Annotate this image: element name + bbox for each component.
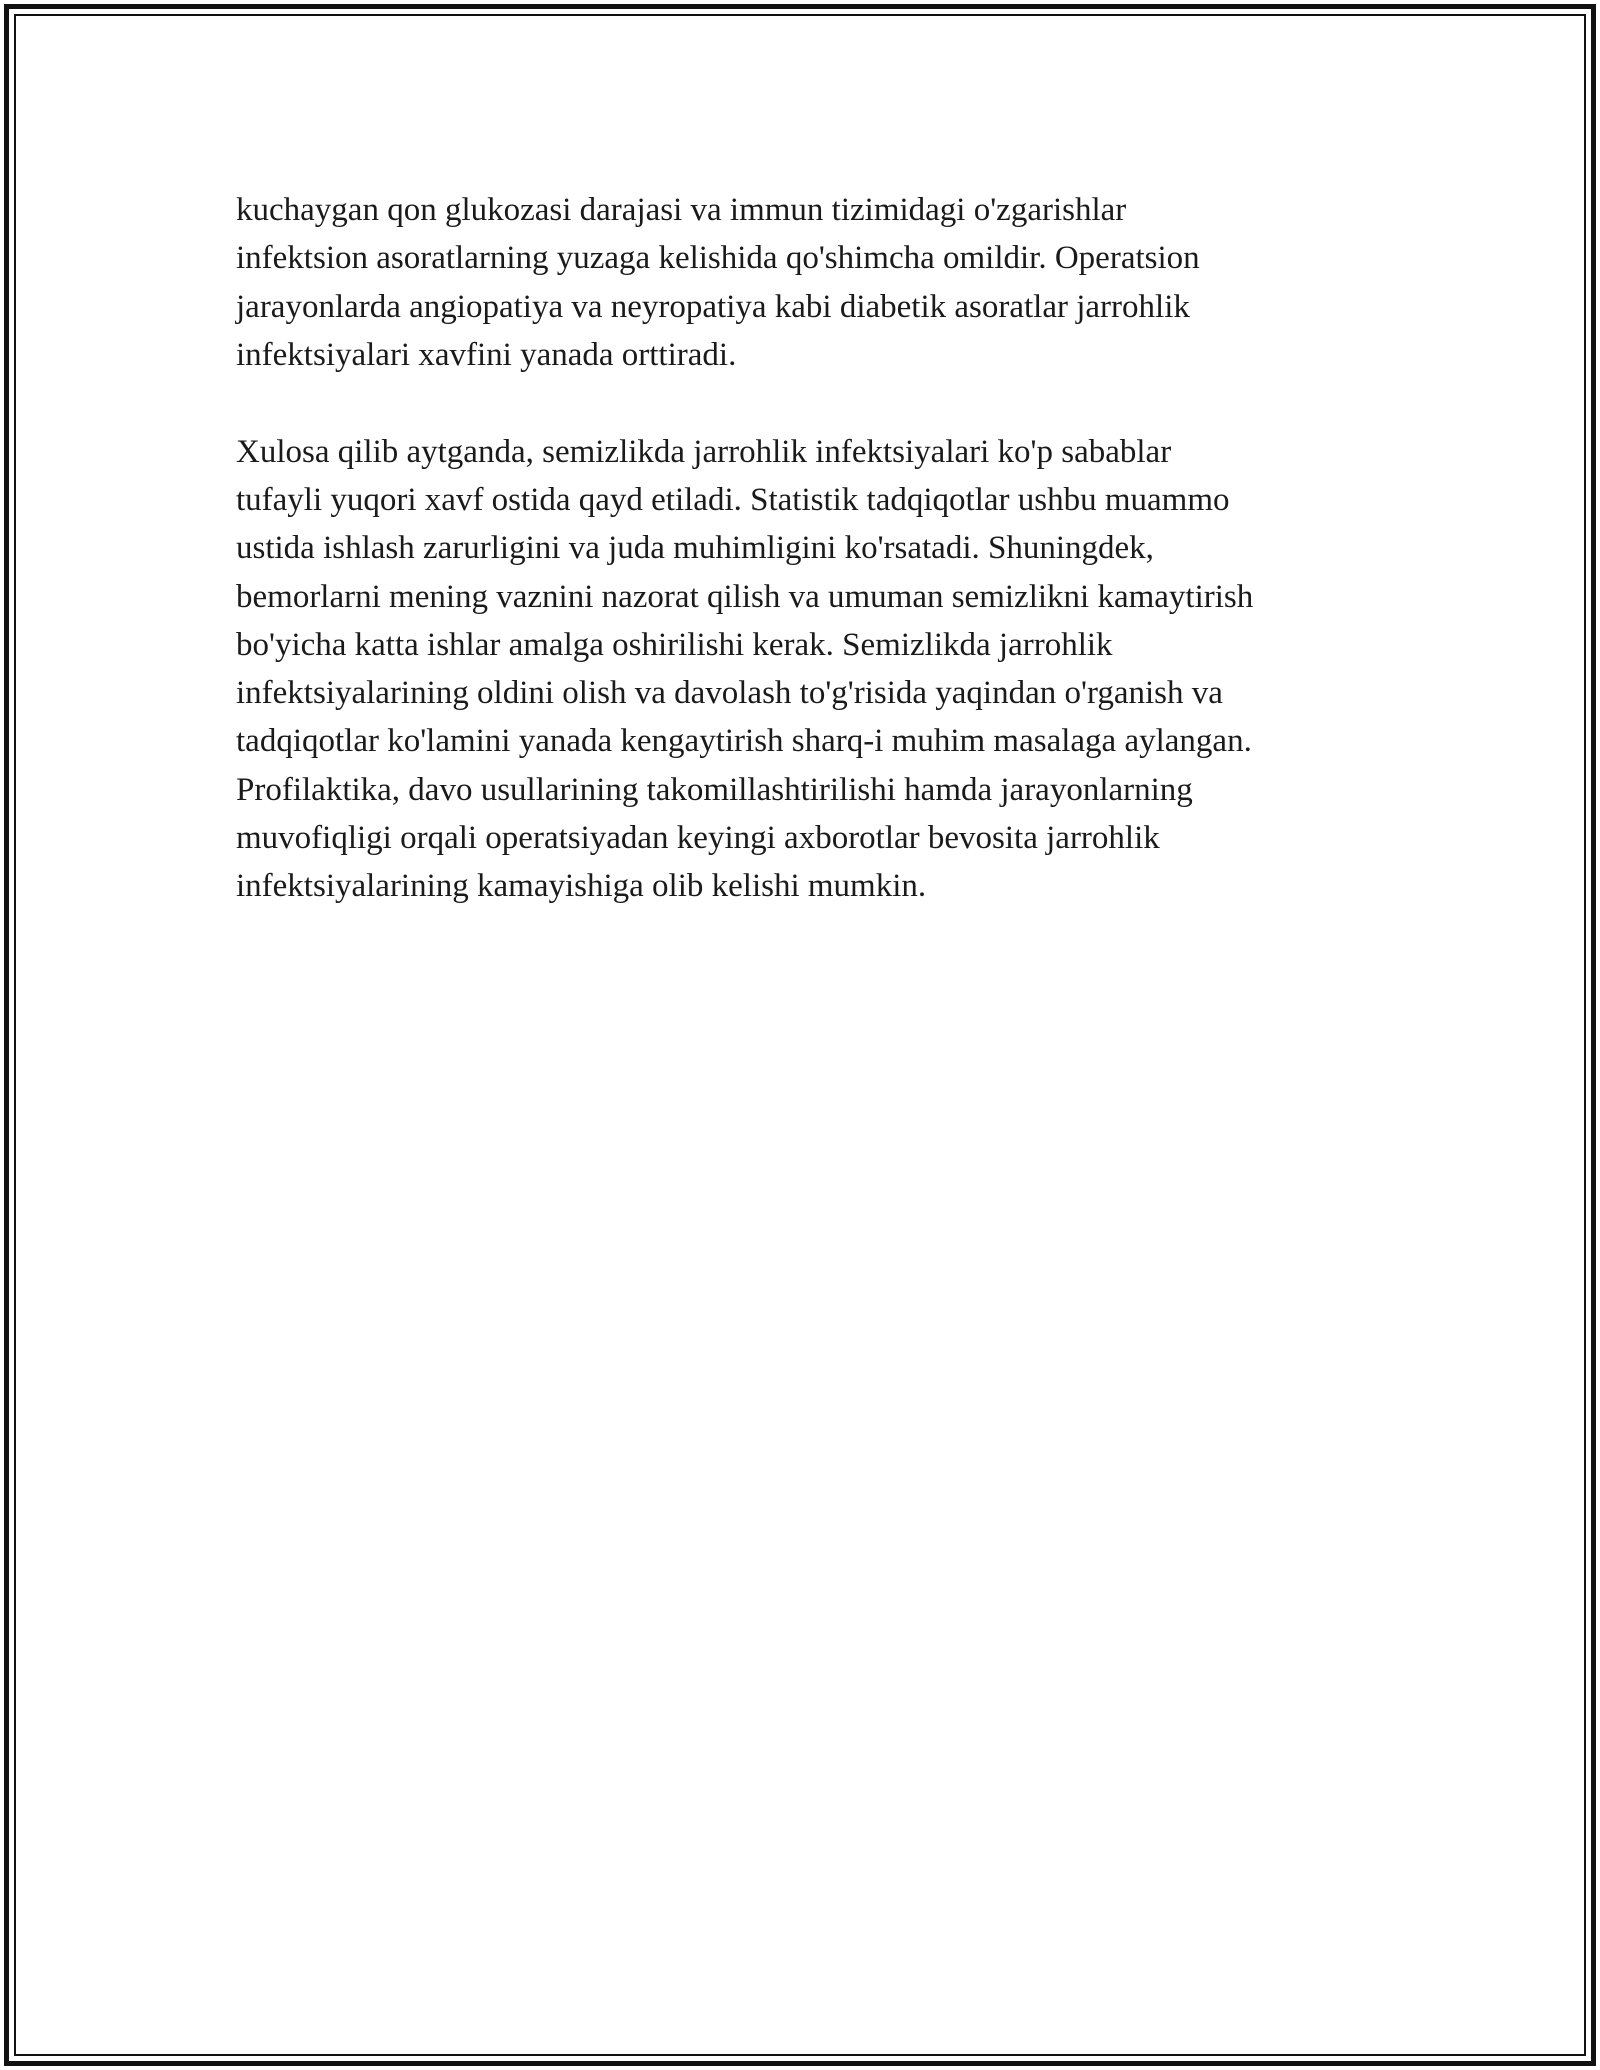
text-line: infektsiyalarining oldini olish va davolash to'g'risida yaqindan o'rganish va — [236, 675, 1223, 712]
text-line: bo'yicha katta ishlar amalga oshirilishi kerak. Semizlikda jarrohlik — [236, 626, 1113, 663]
paragraph-1 — [236, 186, 1396, 379]
text-line: bemorlarni mening vaznini nazorat qilish va umuman semizlikni kamaytirish — [236, 578, 1254, 615]
text-line: jarayonlarda angiopatiya va neyropatiya kabi diabetik asoratlar jarrohlik — [236, 288, 1190, 325]
text-line: infektsiyalari xavfini yanada orttiradi. — [236, 336, 737, 373]
text-line: tadqiqotlar ko'lamini yanada kengaytirish sharq-i muhim masalaga aylangan. — [236, 723, 1252, 760]
text-line: Profilaktika, davo usullarining takomillashtirilishi hamda jarayonlarning — [236, 771, 1193, 808]
document-body — [236, 186, 1396, 911]
text-line: muvofiqligi orqali operatsiyadan keyingi axborotlar bevosita jarrohlik — [236, 820, 1160, 857]
paragraph-spacer — [236, 379, 1396, 428]
text-line: kuchaygan qon glukozasi darajasi va immun tizimidagi o'zgarishlar — [236, 192, 1127, 228]
text-line: ustida ishlash zarurligini va juda muhimligini ko'rsatadi. Shuningdek, — [236, 530, 1154, 567]
text-line: Xulosa qilib aytganda, semizlikda jarrohlik infektsiyalari ko'p sabablar — [236, 433, 1172, 470]
text-line: infektsiyalarining kamayishiga olib kelishi mumkin. — [236, 868, 927, 905]
text-line: infektsion asoratlarning yuzaga kelishida qo'shimcha omildir. Operatsion — [236, 240, 1200, 277]
paragraph-2 — [236, 428, 1396, 911]
text-line: tufayli yuqori xavf ostida qayd etiladi. Statistik tadqiqotlar ushbu muammo — [236, 481, 1230, 518]
